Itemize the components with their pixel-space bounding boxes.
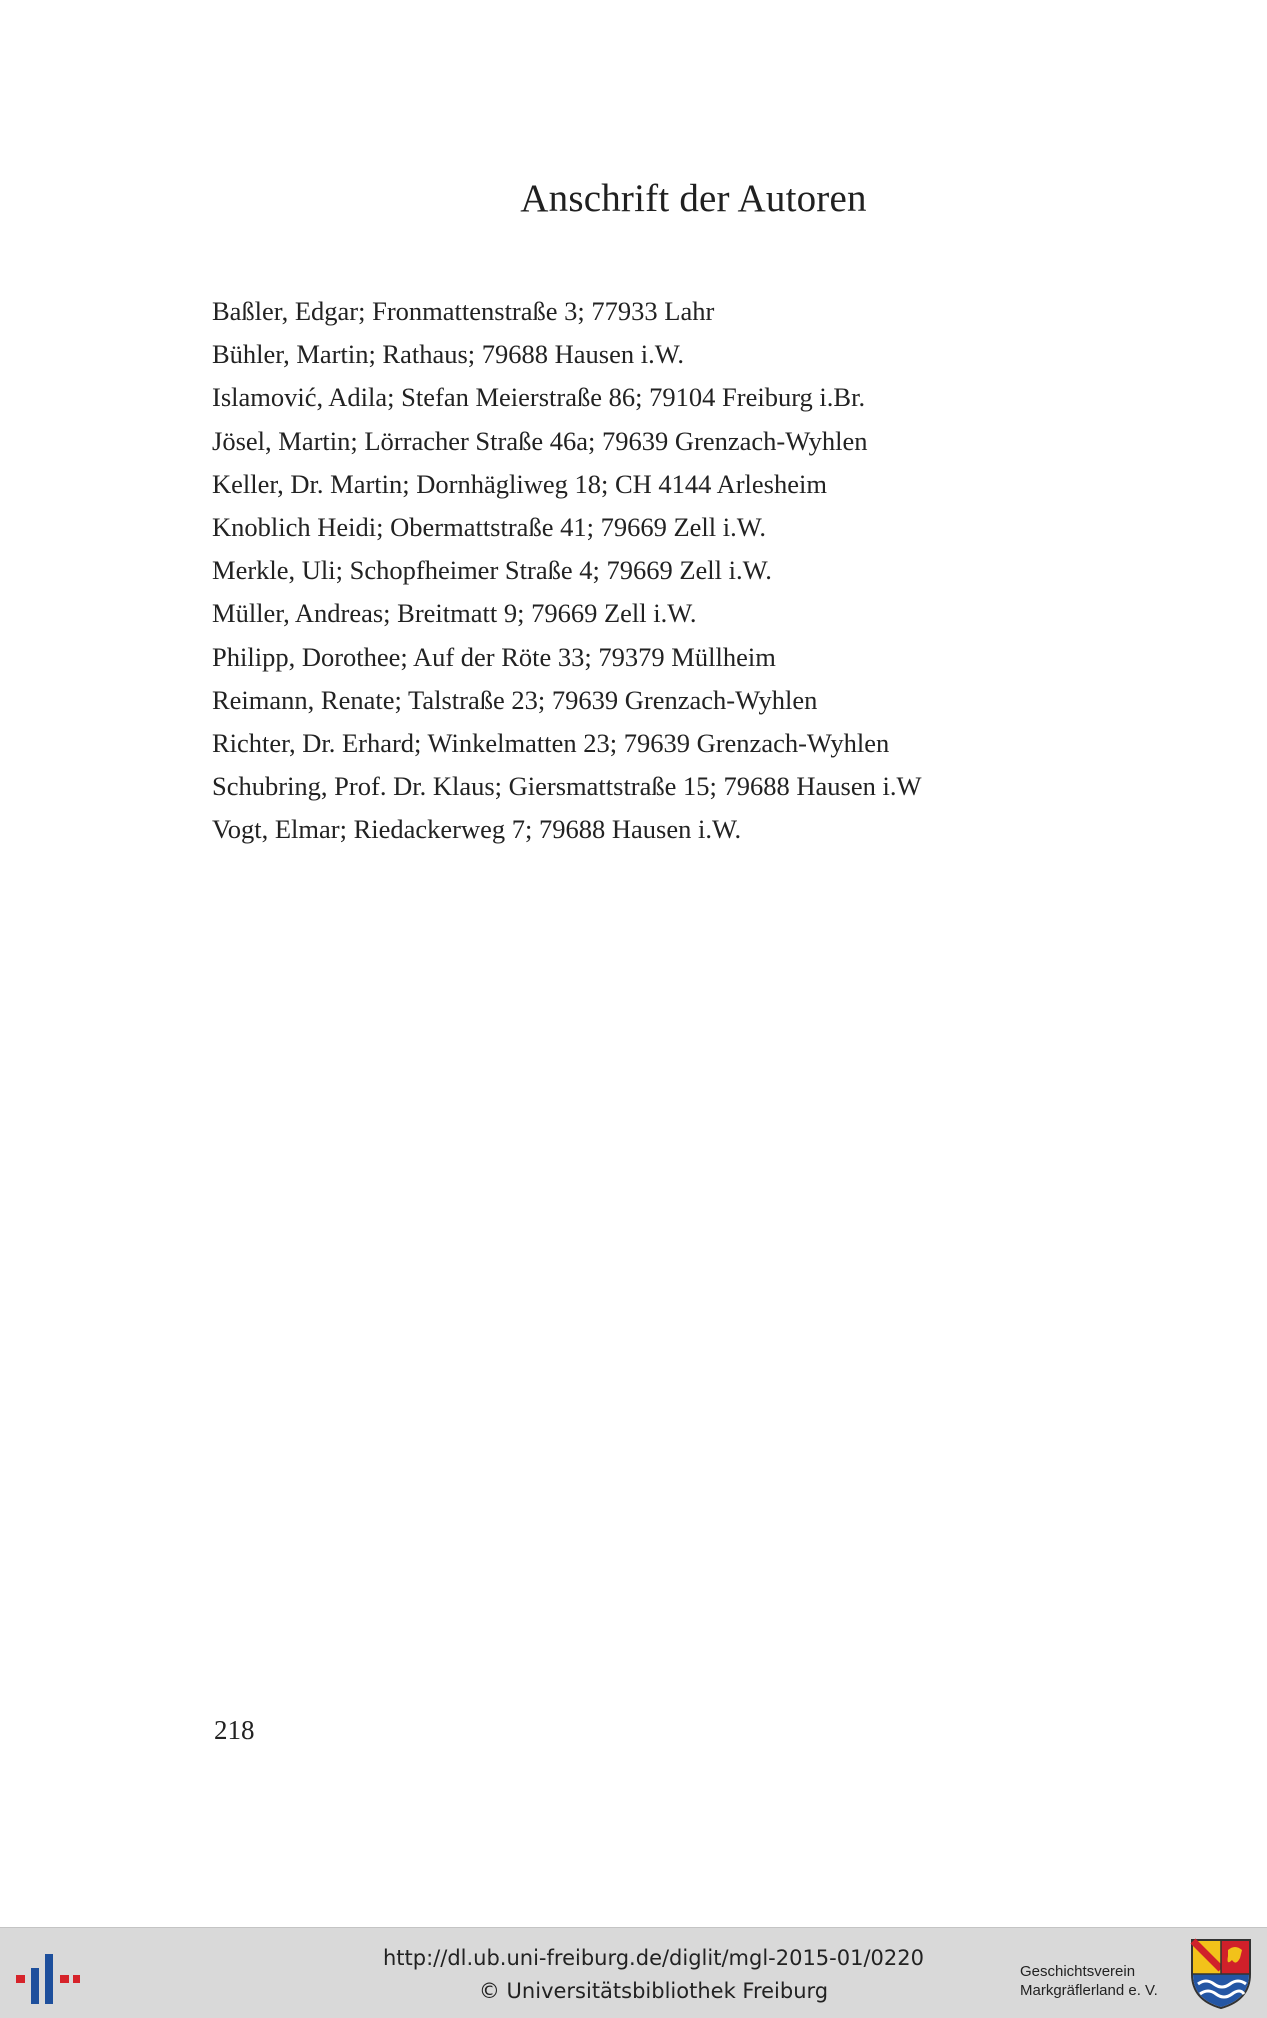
page-number: 218: [214, 1715, 255, 1745]
author-address-list: [212, 290, 992, 851]
society-name-line-1: Geschichtsverein: [1020, 1963, 1136, 1980]
footer-copyright: © Universitätsbibliothek Freiburg: [478, 1979, 829, 2003]
list-item: Merkle, Uli; Schopfheimer Straße 4; 79669 Zell i.W.: [212, 555, 772, 586]
list-item: Richter, Dr. Erhard; Winkelmatten 23; 79639 Grenzach-Wyhlen: [212, 727, 890, 758]
society-name: [1020, 1962, 1158, 2000]
list-item: Vogt, Elmar; Riedackerweg 7; 79688 Hausen i.W.: [212, 814, 742, 845]
list-item: Keller, Dr. Martin; Dornhägliweg 18; CH 4144 Arlesheim: [212, 468, 827, 499]
footer-url-link[interactable]: http://dl.ub.uni-freiburg.de/diglit/mgl-2015-01/0220: [382, 1946, 924, 1970]
list-item: Bühler, Martin; Rathaus; 79688 Hausen i.W.: [212, 339, 684, 370]
footer-bar: [0, 1927, 1267, 2018]
list-item: Philipp, Dorothee; Auf der Röte 33; 79379 Müllheim: [212, 641, 776, 672]
list-item: Islamović, Adila; Stefan Meierstraße 86; 79104 Freiburg i.Br.: [212, 382, 866, 413]
coat-of-arms-icon[interactable]: [1190, 1938, 1252, 2010]
list-item: Jösel, Martin; Lörracher Straße 46a; 79639 Grenzach-Wyhlen: [212, 425, 868, 456]
page-title: Anschrift der Autoren: [520, 177, 867, 220]
list-item: Knoblich Heidi; Obermattstraße 41; 79669 Zell i.W.: [212, 511, 766, 542]
society-name-line-2: Markgräflerland e. V.: [1020, 1982, 1158, 1999]
list-item: Baßler, Edgar; Fronmattenstraße 3; 77933 Lahr: [212, 296, 715, 326]
list-item: Schubring, Prof. Dr. Klaus; Giersmattstraße 15; 79688 Hausen i.W: [212, 771, 922, 802]
list-item: Müller, Andreas; Breitmatt 9; 79669 Zell i.W.: [212, 598, 697, 629]
list-item: Reimann, Renate; Talstraße 23; 79639 Grenzach-Wyhlen: [212, 684, 818, 715]
